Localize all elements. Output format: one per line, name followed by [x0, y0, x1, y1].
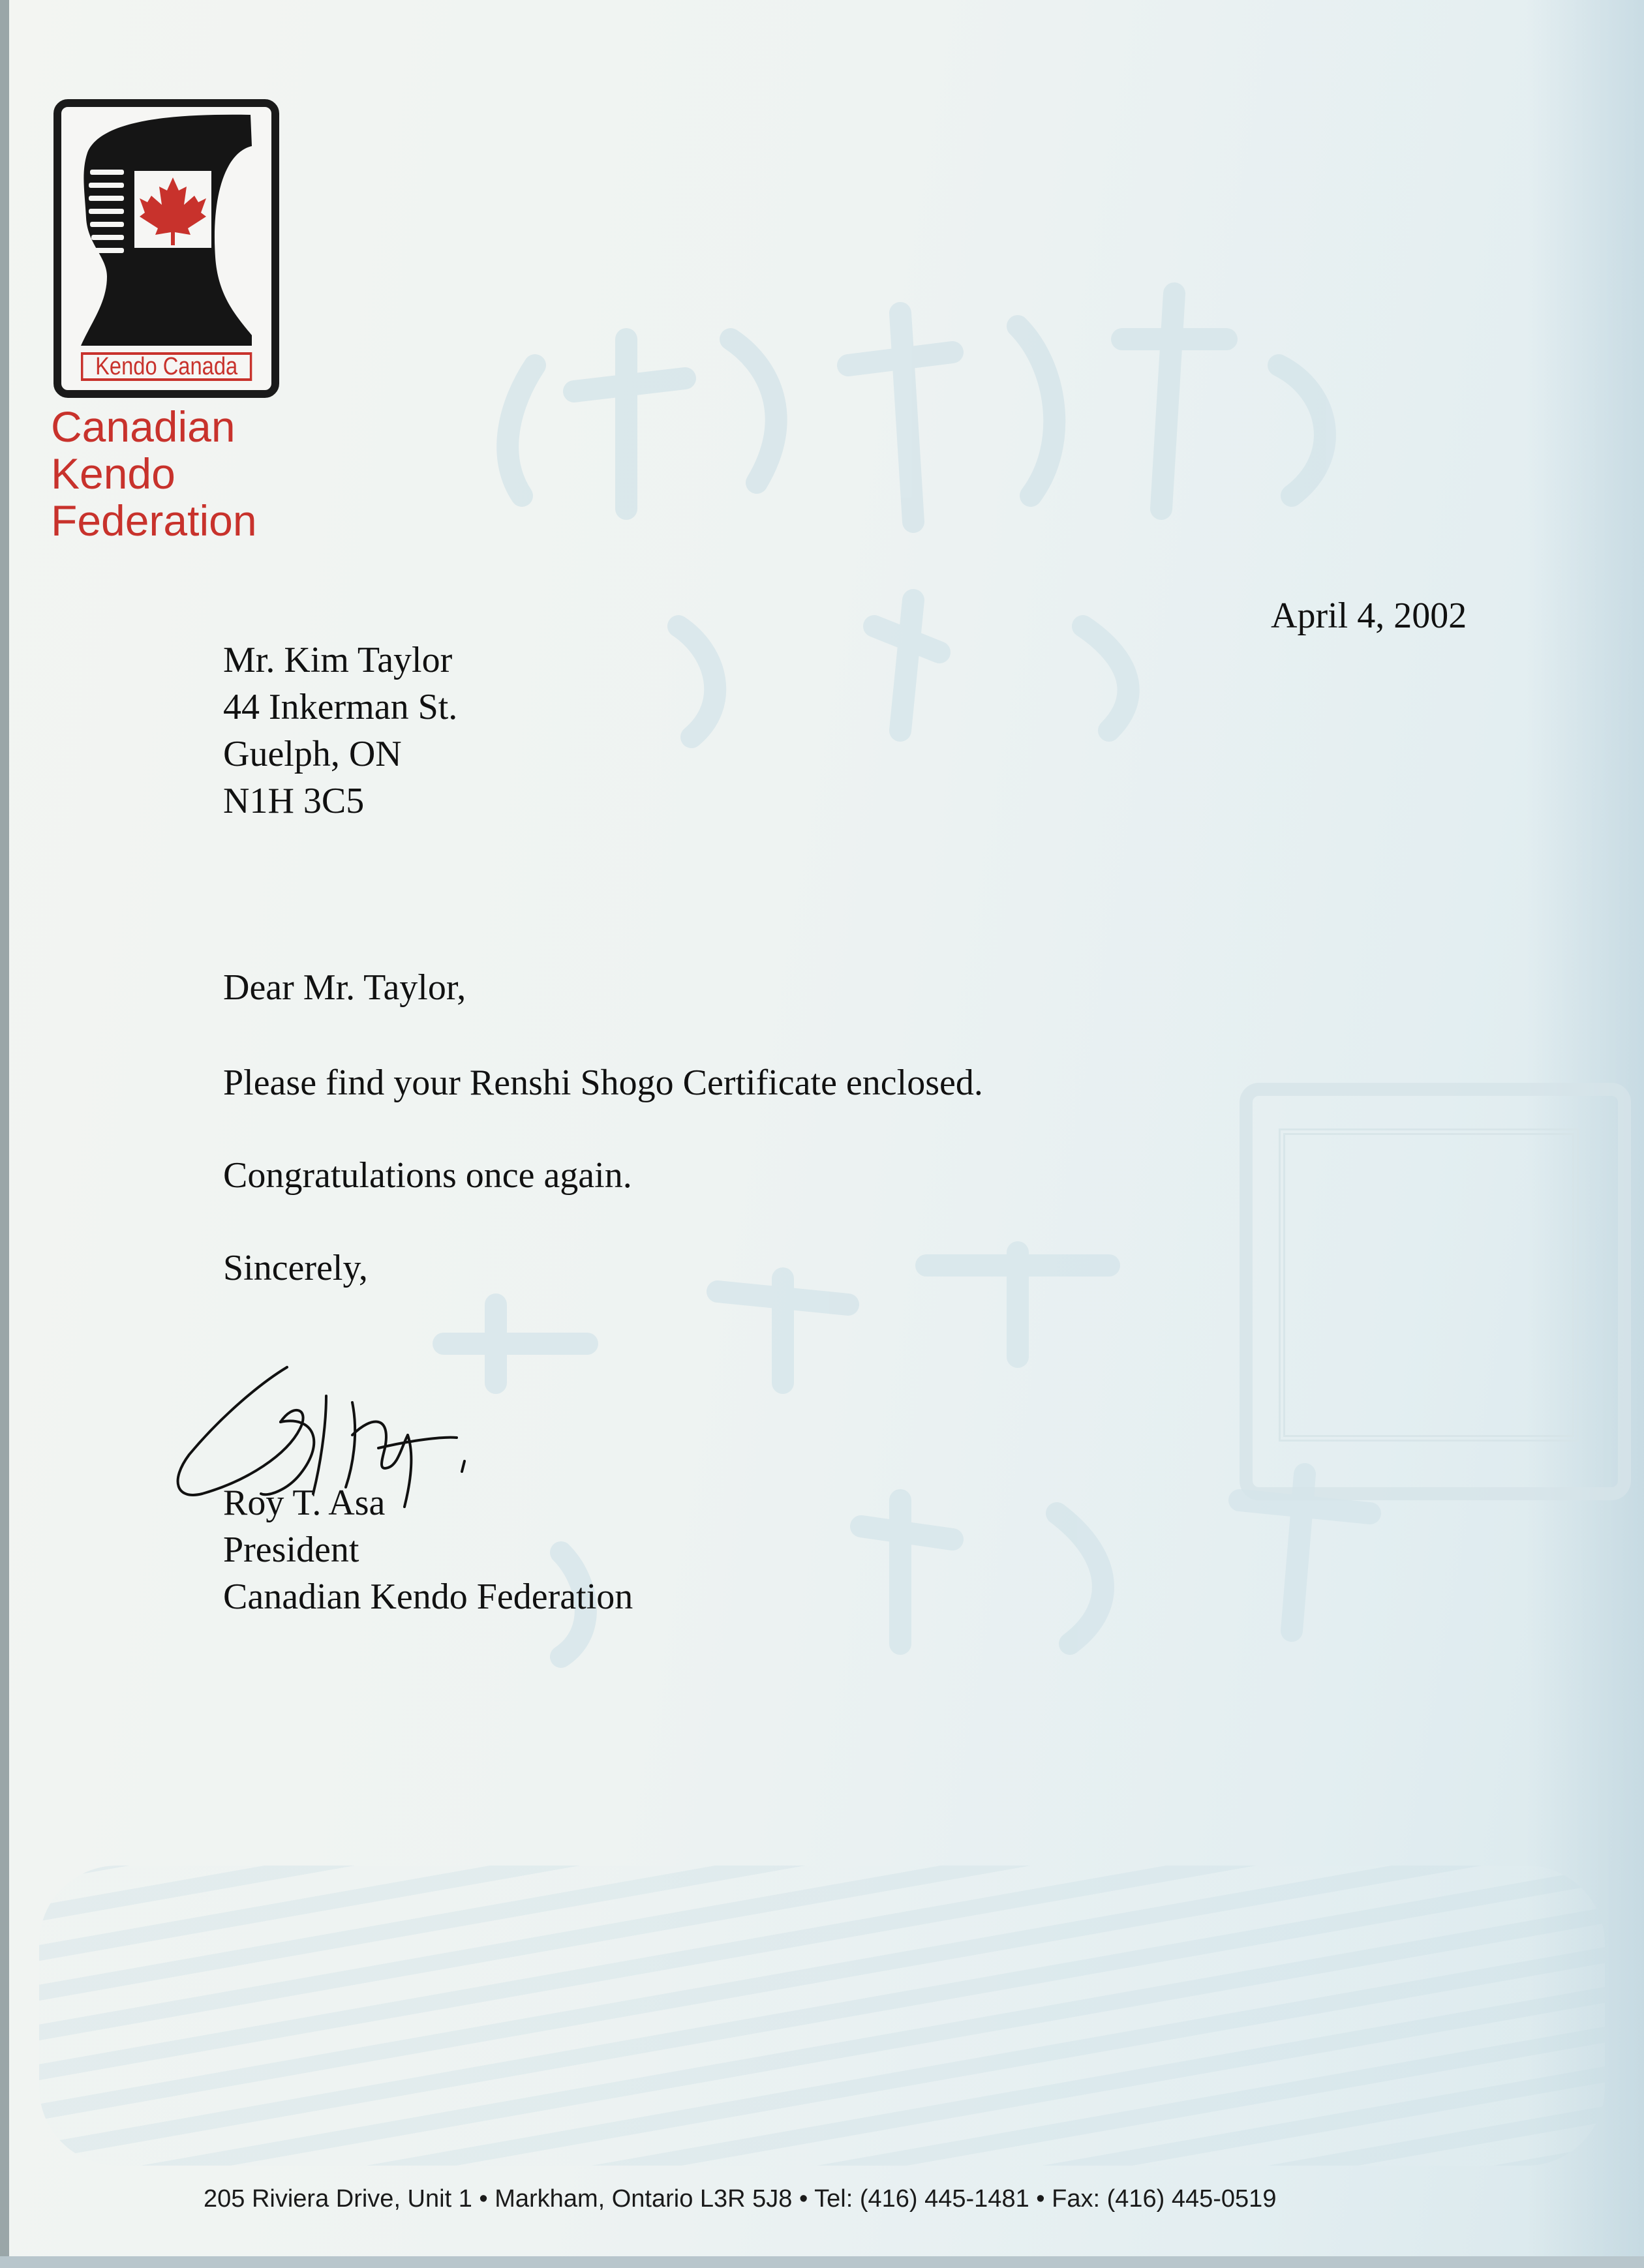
signature-block: [223, 1479, 633, 1620]
body-paragraph: Please find your Renshi Shogo Certificate enclosed.: [223, 1063, 983, 1103]
closing: Sincerely,: [223, 1248, 368, 1288]
kendo-men-maple-leaf-icon: [61, 107, 271, 390]
signer-name: Roy T. Asa: [223, 1483, 386, 1523]
recipient-address: [223, 637, 457, 824]
org-name-line: Federation: [51, 496, 257, 545]
body-paragraph: Congratulations once again.: [223, 1155, 632, 1196]
signer-organization: Canadian Kendo Federation: [223, 1577, 633, 1617]
salutation: Dear Mr. Taylor,: [223, 967, 466, 1008]
footer-address: 205 Riviera Drive, Unit 1 • Markham, Ontario L3R 5J8 • Tel: (416) 445-1481 • Fax: (416) 445-0519: [204, 2185, 1277, 2213]
recipient-street: 44 Inkerman St.: [223, 687, 458, 727]
signer-title: President: [223, 1530, 359, 1570]
logo-tag-text: Kendo Canada: [81, 352, 252, 381]
organization-name: [51, 403, 257, 544]
recipient-city: Guelph, ON: [223, 734, 402, 774]
org-name-line: Kendo: [51, 449, 175, 498]
kendo-canada-logo: [53, 99, 279, 398]
letter-date: April 4, 2002: [1271, 596, 1467, 636]
recipient-postal: N1H 3C5: [223, 781, 365, 821]
recipient-name: Mr. Kim Taylor: [223, 640, 453, 680]
page-bottom-edge: [0, 2256, 1644, 2268]
org-name-line: Canadian: [51, 402, 236, 451]
